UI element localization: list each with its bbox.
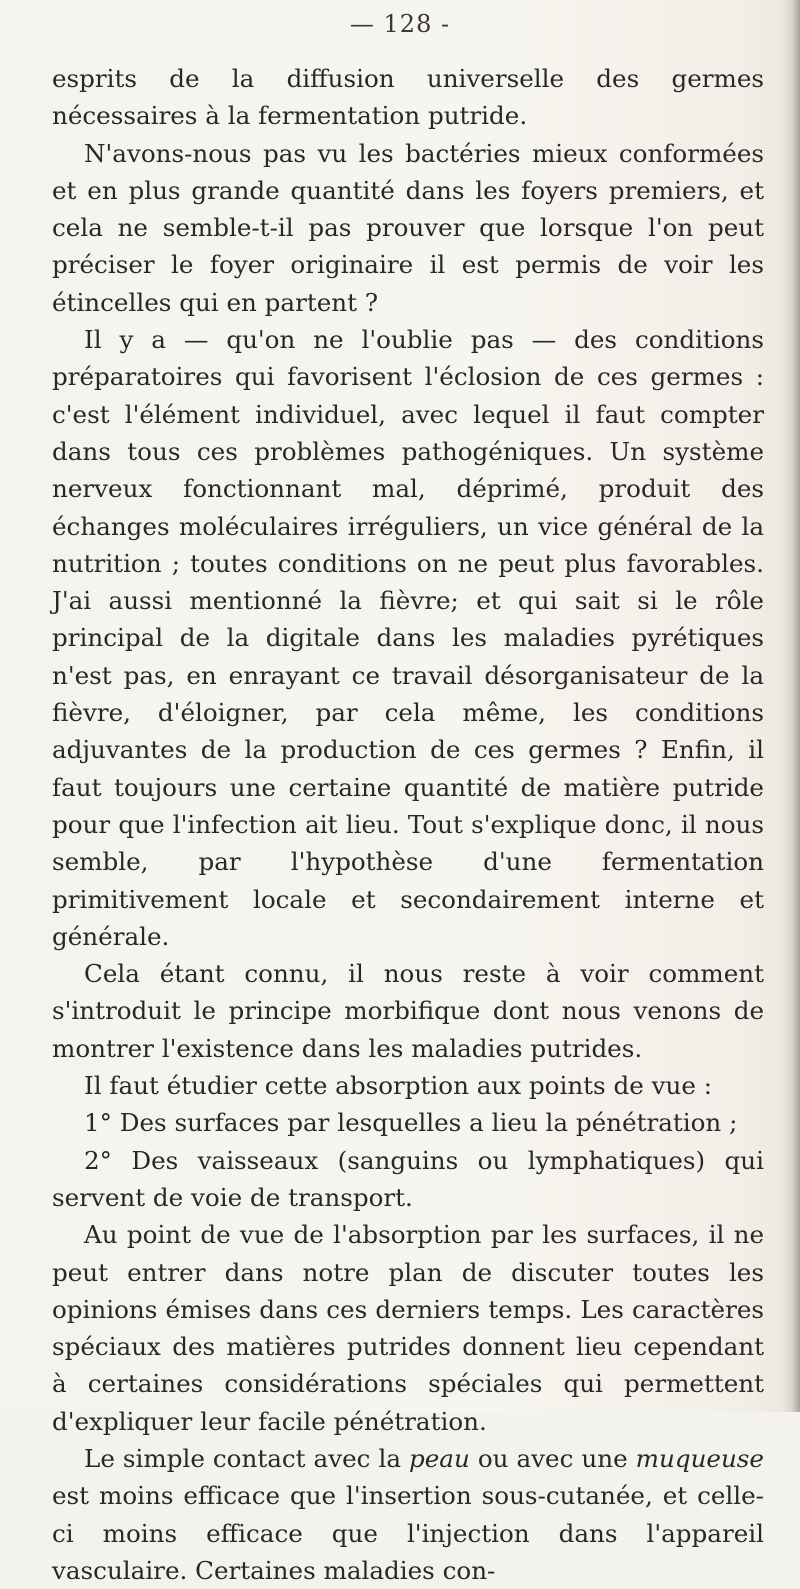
paragraph: Cela étant connu, il nous reste à voir comment s'introduit le principe morbifique dont nous venons de montrer l'existence dans les maladies putrides. xyxy=(52,959,764,1063)
list-item: 2° Des vaisseaux (sanguins ou lymphatiques) qui servent de voie de transport. xyxy=(52,1145,764,1212)
italic-term-peau: peau xyxy=(409,1443,470,1473)
italic-term-muqueuse: muqueuse xyxy=(635,1443,764,1473)
text-run: ou avec une xyxy=(469,1443,636,1473)
paragraph: Il y a — qu'on ne l'oublie pas — des conditions préparatoires qui favorisent l'éclosion de ces germes : c'est l'élément individuel, avec lequel il faut compter dans tous ces problèmes pathogéniques. Un système nerveux fonctionnant mal, déprimé, produit des échanges moléculaires irréguliers, un vice général de la nutrition ; toutes conditions on ne peut plus favorables. J'ai aussi mentionné la fièvre; et qui sait si le rôle principal de la digitale dans les maladies pyrétiques n'est pas, en enrayant ce travail désorganisateur de la fièvre, d'éloigner, par cela même, les conditions adjuvantes de la production de ces germes ? Enfin, il faut toujours une certaine quantité de matière putride pour que l'infection ait lieu. Tout s'explique donc, il nous semble, par l'hypothèse d'une fermentation primitivement locale et secondairement interne et générale. xyxy=(52,325,764,951)
paragraph: N'avons-nous pas vu les bactéries mieux conformées et en plus grande quantité dans les foyers premiers, et cela ne semble-t-il pas prouver que lorsque l'on peut préciser le foyer originaire il est permis de voir les étincelles qui en partent ? xyxy=(52,138,764,317)
page-number: — 128 - xyxy=(349,10,451,38)
paragraph-last xyxy=(52,1440,764,1589)
text-run: est moins efficace que l'insertion sous-cutanée, et celle-ci moins efficace que l'injection dans l'appareil vasculaire. Certaines maladies con- xyxy=(52,1481,764,1585)
paragraph-continuation: esprits de la diffusion universelle des germes nécessaires à la fermentation putride. xyxy=(52,64,764,131)
text-run: Le simple contact avec la xyxy=(84,1443,409,1473)
paragraph: Il faut étudier cette absorption aux points de vue : xyxy=(84,1071,713,1101)
page-edge-shadow xyxy=(782,0,800,1412)
list-item: 1° Des surfaces par lesquelles a lieu la pénétration ; xyxy=(84,1108,738,1138)
paragraph: Au point de vue de l'absorption par les surfaces, il ne peut entrer dans notre plan de discuter toutes les opinions émises dans ces derniers temps. Les caractères spéciaux des matières putrides donnent lieu cependant à certaines considérations spéciales qui permettent d'expliquer leur facile pénétration. xyxy=(52,1220,764,1436)
body-text xyxy=(52,60,764,1589)
